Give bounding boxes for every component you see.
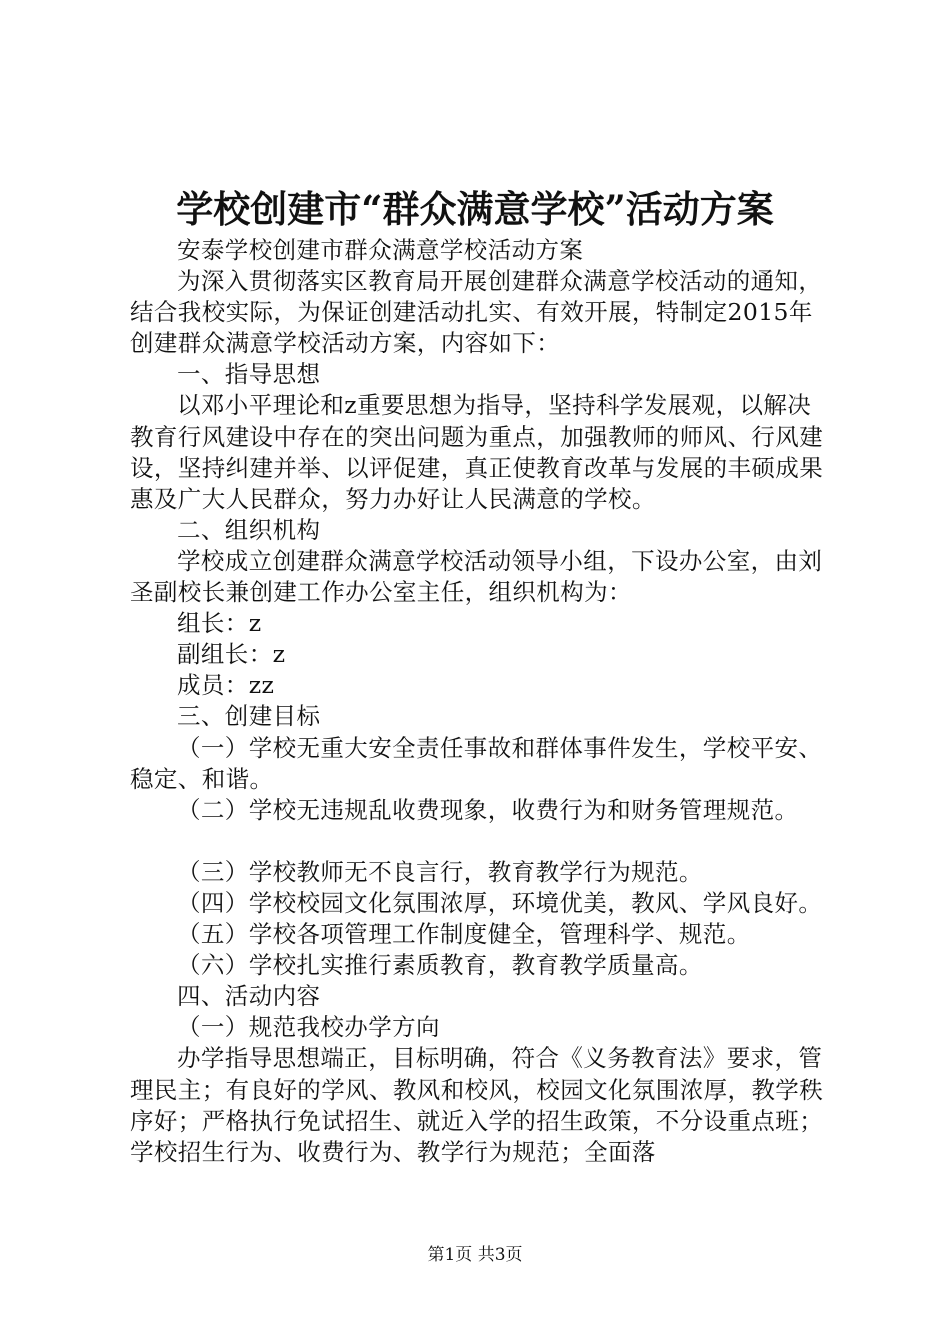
section-heading-3: 三、创建目标 <box>177 702 321 731</box>
org-deputy-leader: 副组长：z <box>177 640 286 669</box>
blank-line <box>130 826 834 857</box>
page-footer: 第1页 共3页 <box>427 1245 523 1265</box>
paragraph-intro: 为深入贯彻落实区教育局开展创建群众满意学校活动的通知，结合我校实际，为保证创建活动扎实、有效开展，特制定2015年创建群众满意学校活动方案，内容如下： <box>130 267 823 358</box>
subsection-heading-1: （一）规范我校办学方向 <box>177 1013 440 1042</box>
paragraph-school-direction: 办学指导思想端正，目标明确，符合《义务教育法》要求，管理民主；有良好的学风、教风和校风，校园文化氛围浓厚，教学秩序好；严格执行免试招生、就近入学的招生政策，不分设重点班；学校招生行为、收费行为、教学行为规范；全面落 <box>130 1044 824 1166</box>
section-heading-1: 一、指导思想 <box>177 360 321 389</box>
section-heading-2: 二、组织机构 <box>177 515 321 544</box>
paragraph-subtitle: 安泰学校创建市群众满意学校活动方案 <box>177 236 584 264</box>
paragraph-organization: 学校成立创建群众满意学校活动领导小组，下设办公室，由刘圣副校长兼创建工作办公室主任，组织机构为： <box>130 546 823 607</box>
goal-item-1: （一）学校无重大安全责任事故和群体事件发生，学校平安、稳定、和谐。 <box>130 733 823 793</box>
document-body <box>130 235 834 1168</box>
page-title: 学校创建市“群众满意学校”活动方案 <box>176 187 774 231</box>
paragraph-guiding-thought: 以邓小平理论和z重要思想为指导，坚持科学发展观，以解决教育行风建设中存在的突出问题为重点，加强教师的师风、行风建设，坚持纠建并举、以评促建，真正使教育改革与发展的丰硕成果惠及广大人民群众，努力办好让人民满意的学校。 <box>130 391 824 513</box>
goal-item-2: （二）学校无违规乱收费现象，收费行为和财务管理规范。 <box>177 795 799 824</box>
goal-item-6: （六）学校扎实推行素质教育，教育教学质量高。 <box>177 951 703 980</box>
goal-item-4: （四）学校校园文化氛围浓厚，环境优美，教风、学风良好。 <box>177 888 823 917</box>
org-members: 成员：zz <box>177 671 275 700</box>
goal-item-3: （三）学校教师无不良言行，教育教学行为规范。 <box>177 857 703 886</box>
org-leader: 组长：z <box>177 609 262 638</box>
goal-item-5: （五）学校各项管理工作制度健全，管理科学、规范。 <box>177 920 751 949</box>
section-heading-4: 四、活动内容 <box>177 982 321 1011</box>
